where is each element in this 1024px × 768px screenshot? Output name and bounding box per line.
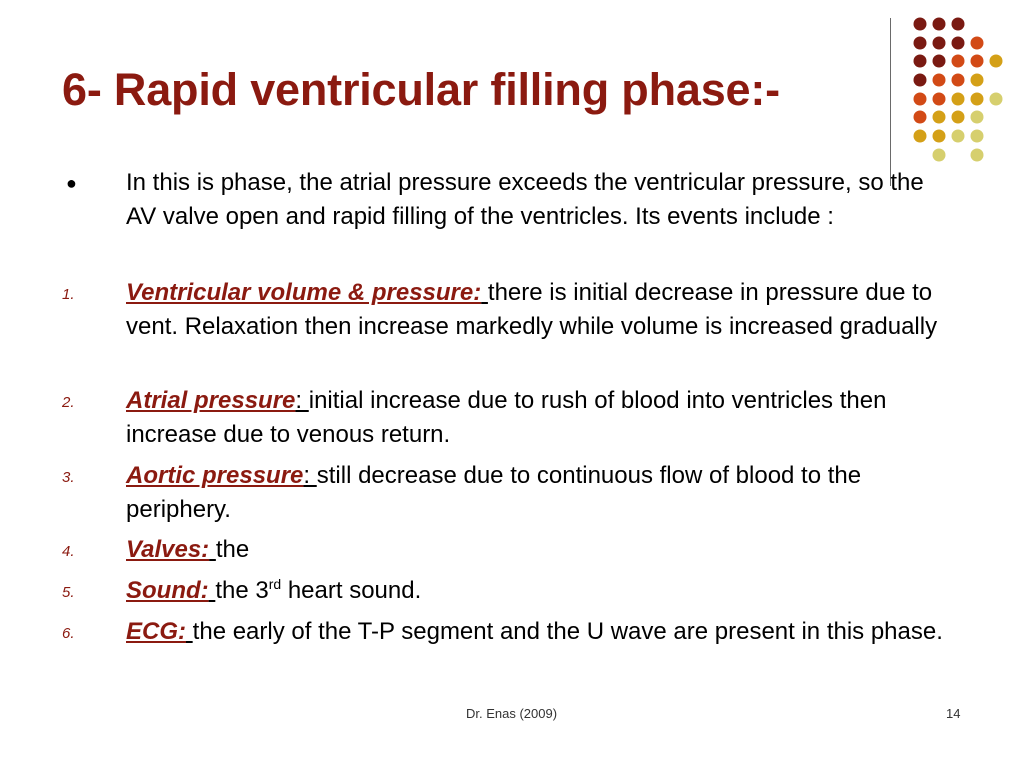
- dot: [952, 37, 965, 50]
- footer-author: Dr. Enas (2009): [466, 706, 558, 721]
- event-text: [126, 574, 956, 608]
- event-separator: [209, 536, 216, 563]
- dot: [933, 55, 946, 68]
- event-text: [126, 615, 956, 649]
- page-number: 14: [946, 706, 961, 721]
- event-number: 6.: [62, 625, 75, 642]
- event-separator: :: [303, 462, 317, 489]
- bullet-icon: ●: [66, 173, 77, 193]
- dot: [971, 74, 984, 87]
- event-description-after: heart sound.: [281, 577, 422, 604]
- event-number: 2.: [62, 394, 75, 411]
- event-keyword: Aortic pressure: [126, 462, 304, 489]
- intro-text: In this is phase, the atrial pressure exceeds the ventricular pressure, so the AV valve open and rapid filling of the ventricles. Its events include :: [126, 169, 924, 230]
- event-description: there is initial decrease in pressure due to vent. Relaxation then increase markedly while volume is increased gradually: [126, 279, 938, 340]
- dot: [933, 149, 946, 162]
- event-keyword: Valves:: [126, 536, 210, 563]
- dot: [933, 37, 946, 50]
- dot: [952, 55, 965, 68]
- dot: [914, 111, 927, 124]
- dot: [933, 74, 946, 87]
- dot: [971, 149, 984, 162]
- dot: [914, 18, 927, 31]
- event-keyword: Ventricular volume & pressure:: [126, 279, 482, 306]
- event-superscript: rd: [268, 576, 282, 592]
- event-number: 4.: [62, 543, 75, 560]
- dot: [952, 93, 965, 106]
- event-description: the: [215, 536, 250, 563]
- dot: [914, 55, 927, 68]
- dot: [971, 93, 984, 106]
- dot: [914, 37, 927, 50]
- dot: [971, 55, 984, 68]
- event-number: 1.: [62, 286, 75, 303]
- dot: [933, 93, 946, 106]
- event-text: [126, 384, 956, 452]
- dot: [971, 37, 984, 50]
- event-number: 3.: [62, 469, 75, 486]
- dot: [914, 130, 927, 143]
- event-number: 5.: [62, 584, 75, 601]
- dot: [952, 130, 965, 143]
- dot: [952, 18, 965, 31]
- event-description: the early of the T-P segment and the U wave are present in this phase.: [192, 618, 943, 645]
- slide-title: 6- Rapid ventricular filling phase:-: [62, 64, 780, 115]
- event-text: [126, 276, 956, 344]
- event-keyword: Sound:: [126, 577, 209, 604]
- dot: [933, 130, 946, 143]
- event-separator: :: [295, 387, 309, 414]
- dot: [952, 74, 965, 87]
- dot: [914, 74, 927, 87]
- event-description: still decrease due to continuous flow of blood to the periphery.: [126, 462, 862, 523]
- dot: [933, 111, 946, 124]
- dot: [990, 93, 1003, 106]
- event-keyword: ECG:: [126, 618, 186, 645]
- dot: [933, 18, 946, 31]
- dot: [971, 111, 984, 124]
- dot: [914, 93, 927, 106]
- event-text: [126, 459, 956, 527]
- event-separator: [481, 279, 488, 306]
- event-separator: [186, 618, 193, 645]
- dot: [952, 111, 965, 124]
- event-text: [126, 533, 956, 567]
- dot: [971, 130, 984, 143]
- dot: [990, 55, 1003, 68]
- event-description-before: the 3: [215, 577, 269, 604]
- event-keyword: Atrial pressure: [126, 387, 296, 414]
- event-description: initial increase due to rush of blood into ventricles then increase due to venous return.: [126, 387, 887, 448]
